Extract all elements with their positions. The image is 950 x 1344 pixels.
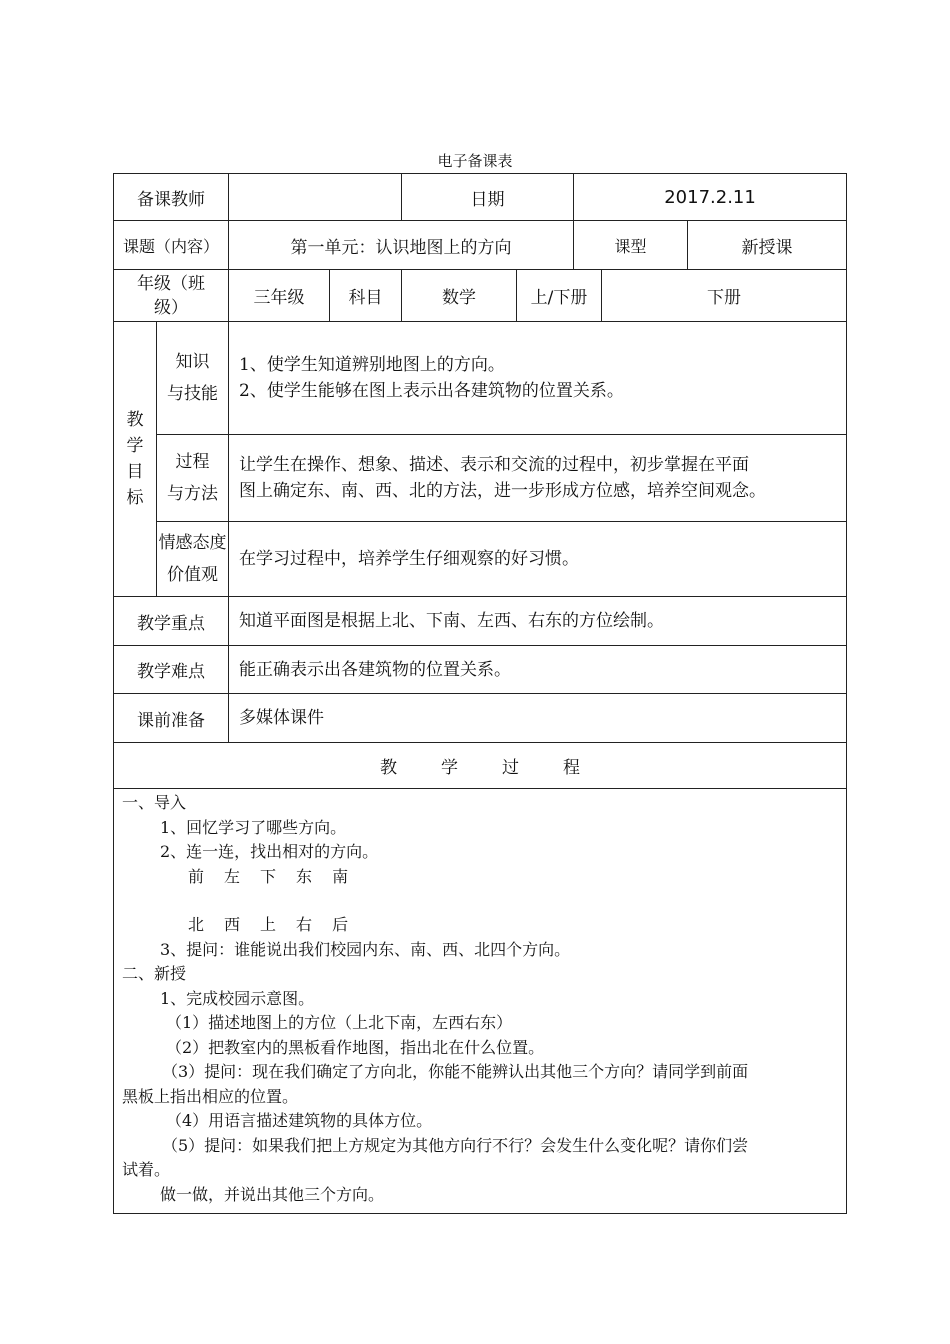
type-value: 新授课 xyxy=(688,221,847,270)
volume-value: 下册 xyxy=(602,270,847,322)
direction-row-a xyxy=(122,865,838,890)
knowledge-label-line-1: 知识 xyxy=(175,352,210,372)
volume-label: 上/下册 xyxy=(517,270,602,322)
knowledge-label xyxy=(157,322,229,435)
document-title: 电子备课表 xyxy=(437,152,513,170)
topic-label: 课题（内容） xyxy=(114,221,229,270)
grade-label-line-2: 级） xyxy=(154,297,188,318)
heading-char-1: 教 xyxy=(380,758,398,778)
knowledge-content xyxy=(229,322,847,435)
direction-a-2: 左 xyxy=(224,866,241,886)
process-method-line-2: 图上确定东、南、西、北的方法，进一步形成方位感，培养空间观念。 xyxy=(239,481,766,501)
date-value: 2017.2.11 xyxy=(574,174,847,221)
heading-char-3: 过 xyxy=(502,758,520,778)
difficulty-content: 能正确表示出各建筑物的位置关系。 xyxy=(229,646,847,694)
process-label-line-1: 过程 xyxy=(175,452,210,472)
direction-b-5: 后 xyxy=(332,915,349,934)
section-intro: 一、导入 xyxy=(122,793,187,812)
new-substep-4: （4）用语言描述建筑物的具体方位。 xyxy=(166,1111,433,1130)
direction-row-b xyxy=(122,913,838,938)
goals-char-2: 学 xyxy=(126,436,144,456)
knowledge-line-2: 2、使学生能够在图上表示出各建筑物的位置关系。 xyxy=(239,381,624,401)
emotion-content: 在学习过程中，培养学生仔细观察的好习惯。 xyxy=(229,522,847,597)
grade-label-line-1: 年级（班 xyxy=(137,273,205,294)
intro-step-2: 2、连一连，找出相对的方向。 xyxy=(160,842,379,861)
direction-a-3: 下 xyxy=(260,866,277,886)
process-method-label xyxy=(157,435,229,522)
new-step-practice: 做一做，并说出其他三个方向。 xyxy=(160,1184,385,1204)
teacher-value xyxy=(229,174,402,221)
direction-b-4: 右 xyxy=(296,915,313,934)
process-method-content xyxy=(229,435,847,522)
emotion-label xyxy=(157,522,229,597)
knowledge-label-line-2: 与技能 xyxy=(167,384,218,404)
teaching-goals-label xyxy=(114,322,157,597)
section-new-lesson: 二、新授 xyxy=(122,964,187,983)
new-substep-1: （1）描述地图上的方位（上北下南，左西右东） xyxy=(166,1013,513,1032)
preparation-content: 多媒体课件 xyxy=(229,694,847,743)
type-label: 课型 xyxy=(574,221,688,270)
goals-char-3: 目 xyxy=(126,462,144,482)
new-substep-2: （2）把教室内的黑板看作地图，指出北在什么位置。 xyxy=(166,1037,545,1057)
intro-step-3: 3、提问：谁能说出我们校园内东、南、西、北四个方向。 xyxy=(160,939,571,959)
teaching-process-heading xyxy=(114,743,847,789)
intro-step-1: 1、回忆学习了哪些方向。 xyxy=(160,817,347,837)
preparation-label: 课前准备 xyxy=(114,694,229,743)
direction-b-2: 西 xyxy=(224,915,241,934)
heading-char-4: 程 xyxy=(563,758,581,778)
emotion-label-line-1: 情感态度 xyxy=(158,533,227,553)
direction-a-1: 前 xyxy=(188,866,205,886)
direction-a-4: 东 xyxy=(296,866,313,886)
new-substep-3a: （3）提问：现在我们确定了方向北，你能不能辨认出其他三个方向？请同学到前面 xyxy=(162,1062,749,1081)
topic-value: 第一单元：认识地图上的方向 xyxy=(229,221,574,270)
new-substep-5a: （5）提问：如果我们把上方规定为其他方向行不行？会发生什么变化呢？请你们尝 xyxy=(162,1135,749,1155)
process-method-line-1: 让学生在操作、想象、描述、表示和交流的过程中，初步掌握在平面 xyxy=(239,455,749,475)
goals-char-4: 标 xyxy=(126,488,144,508)
difficulty-label: 教学难点 xyxy=(114,646,229,694)
grade-value: 三年级 xyxy=(229,270,330,322)
key-point-content: 知道平面图是根据上北、下南、左西、右东的方位绘制。 xyxy=(229,597,847,646)
teaching-process-content xyxy=(114,789,847,1214)
new-substep-3b: 黑板上指出相应的位置。 xyxy=(122,1086,299,1106)
teacher-label: 备课教师 xyxy=(114,174,229,221)
new-step-1: 1、完成校园示意图。 xyxy=(160,988,315,1008)
grade-label xyxy=(114,270,229,322)
lesson-plan-table xyxy=(113,173,847,1214)
direction-b-3: 上 xyxy=(260,915,277,934)
emotion-label-line-2: 价值观 xyxy=(167,565,218,585)
goals-char-1: 教 xyxy=(126,410,144,430)
direction-b-1: 北 xyxy=(188,915,205,934)
subject-value: 数学 xyxy=(402,270,517,322)
subject-label: 科目 xyxy=(330,270,402,322)
knowledge-line-1: 1、使学生知道辨别地图上的方向。 xyxy=(239,355,505,375)
process-label-line-2: 与方法 xyxy=(167,484,218,504)
new-substep-5b: 试着。 xyxy=(122,1160,171,1179)
direction-a-5: 南 xyxy=(332,866,349,886)
blank-line xyxy=(122,889,838,913)
date-label: 日期 xyxy=(402,174,574,221)
heading-char-2: 学 xyxy=(441,758,459,778)
key-point-label: 教学重点 xyxy=(114,597,229,646)
